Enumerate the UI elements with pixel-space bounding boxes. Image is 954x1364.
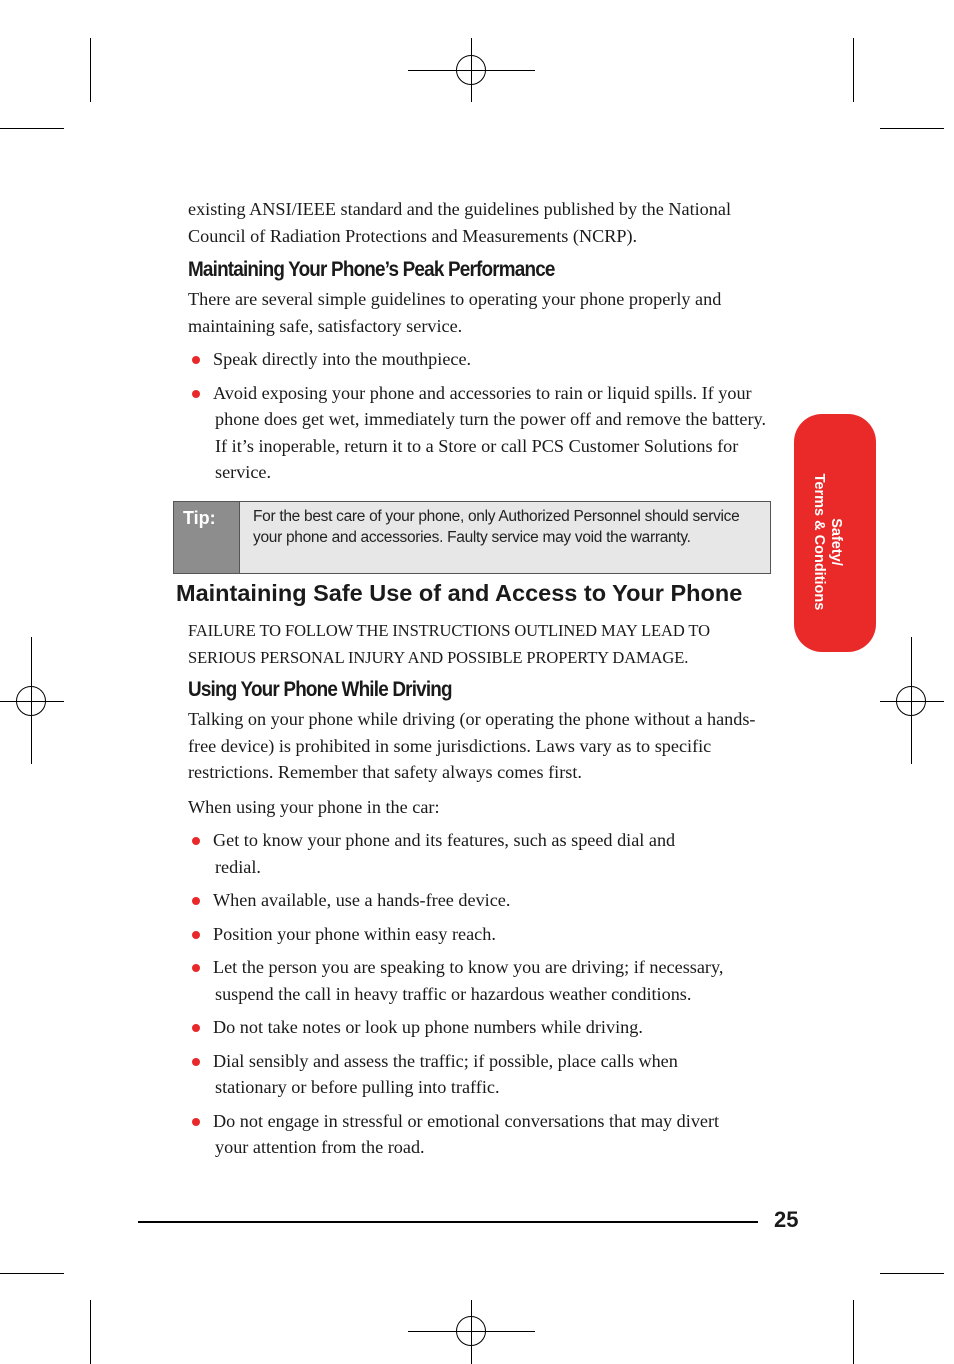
bullet-list-driving — [188, 827, 778, 1161]
bullet-icon — [192, 837, 200, 845]
bullet-icon — [192, 356, 200, 364]
tip-box — [173, 501, 771, 574]
list-item: Do not engage in stressful or emotional conversations that may divert your attention from the road. — [188, 1108, 778, 1161]
footer-rule — [138, 1221, 758, 1223]
intro-paragraph: existing ANSI/IEEE standard and the guidelines published by the National Council of Radiation Protections and Measurements (NCRP). — [188, 199, 731, 246]
section-body: Talking on your phone while driving (or operating the phone without a hands-free device) is prohibited in some jurisdictions. Laws vary as to specific restrictions. Remember that safety always comes first. — [188, 709, 756, 782]
bullet-icon — [192, 1024, 200, 1032]
list-item: Position your phone within easy reach. — [188, 921, 778, 948]
list-item: Dial sensibly and assess the traffic; if possible, place calls when stationary or before pulling into traffic. — [188, 1048, 778, 1101]
crop-mark — [90, 38, 91, 102]
side-tab-line-2: Terms & Conditions — [811, 473, 827, 611]
list-item: When available, use a hands-free device. — [188, 887, 778, 914]
bullet-icon — [192, 1118, 200, 1126]
lead-in-text: When using your phone in the car: — [188, 796, 440, 817]
side-tab-label — [802, 462, 844, 622]
crop-mark — [880, 1273, 944, 1274]
content-bottom — [188, 618, 778, 1161]
crop-mark — [0, 1273, 64, 1274]
warning-text: FAILURE TO FOLLOW THE INSTRUCTIONS OUTLINED MAY LEAD TO SERIOUS PERSONAL INJURY AND POSSIBLE PROPERTY DAMAGE. — [188, 621, 710, 667]
list-item: Let the person you are speaking to know you are driving; if necessary, suspend the call in heavy traffic or hazardous weather conditions. — [188, 954, 778, 1007]
section-heading-peak-performance: Maintaining Your Phone’s Peak Performance — [188, 258, 555, 281]
tip-text: For the best care of your phone, only Authorized Personnel should service your phone and accessories. Faulty service may void the warranty. — [253, 508, 740, 546]
list-item: Do not take notes or look up phone numbers while driving. — [188, 1014, 778, 1041]
section-body: There are several simple guidelines to operating your phone properly and maintaining safe, satisfactory service. — [188, 289, 722, 336]
crop-mark — [90, 1300, 91, 1364]
bullet-icon — [192, 1058, 200, 1066]
bullet-icon — [192, 897, 200, 905]
bullet-list-peak-performance — [188, 346, 778, 486]
list-item: Avoid exposing your phone and accessories to rain or liquid spills. If your phone does get wet, immediately turn the power off and remove the battery. If it’s inoperable, return it to a Store or call PCS Customer Solutions for service. — [188, 380, 778, 486]
list-item: Speak directly into the mouthpiece. — [188, 346, 778, 373]
section-heading-safe-use: Maintaining Safe Use of and Access to Your Phone — [176, 580, 743, 606]
list-item: Get to know your phone and its features, such as speed dial and redial. — [188, 827, 778, 880]
crop-mark — [0, 128, 64, 129]
crop-mark — [853, 38, 854, 102]
bullet-icon — [192, 964, 200, 972]
tip-label: Tip: — [174, 502, 240, 573]
bullet-icon — [192, 931, 200, 939]
bullet-icon — [192, 390, 200, 398]
content-top — [188, 196, 778, 486]
section-heading-driving: Using Your Phone While Driving — [188, 678, 452, 701]
side-tab-line-1: Safety/ — [828, 518, 844, 566]
crop-mark — [880, 128, 944, 129]
crop-mark — [853, 1300, 854, 1364]
page-number: 25 — [774, 1207, 799, 1232]
